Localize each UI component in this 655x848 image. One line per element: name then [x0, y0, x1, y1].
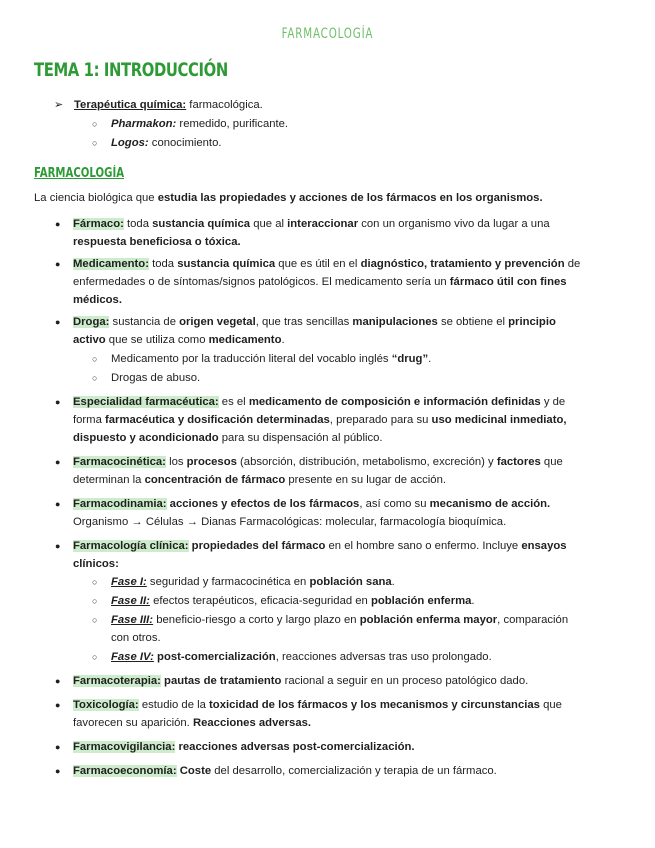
bullet-icon: ● [55, 700, 61, 710]
item-clinica: Farmacología clínica: propiedades del fármaco en el hombre sano o enfermo. Incluye ensayos [73, 540, 567, 552]
circle-bullet-icon: ○ [92, 373, 98, 383]
intro-sub-pharmakon: Pharmakon: remedido, purificante. [111, 118, 289, 130]
item-farmacoterapia: Farmacoterapia: pautas de tratamiento racional a seguir en un proceso patológico dado. [73, 675, 529, 687]
item-droga-sub1: Medicamento por la traducción literal del vocablo inglés “drug”. [111, 353, 432, 365]
item-droga: Droga: sustancia de origen vegetal, que tras sencillas manipulaciones se obtiene el principio [73, 316, 556, 328]
item-especialidad-line3: dispuesto y acondicionado para su dispensación al público. [73, 432, 383, 444]
item-farmacovigilancia: Farmacovigilancia: reacciones adversas post-comercialización. [73, 741, 415, 753]
bullet-icon: ● [55, 676, 61, 686]
item-droga-sub2: Drogas de abuso. [111, 372, 201, 384]
section-title: FARMACOLOGÍA [34, 166, 125, 181]
item-medicamento: Medicamento: toda sustancia química que es útil en el diagnóstico, tratamiento y prevención de [73, 258, 581, 270]
item-medicamento-line2: enfermedades o de síntomas/signos patológicos. El medicamento sería un fármaco útil con fines [73, 276, 567, 288]
item-farmacoeconomia: Farmacoeconomía: Coste del desarrollo, comercialización y terapia de un fármaco. [73, 765, 497, 777]
clinica-fase-3: Fase III: beneficio-riesgo a corto y largo plazo en población enferma mayor, comparación [111, 614, 569, 626]
item-farmacodinamia: Farmacodinamia: acciones y efectos de los fármacos, así como su mecanismo de acción. [73, 498, 551, 510]
item-farmaco-line2: respuesta beneficiosa o tóxica. [73, 236, 241, 248]
bullet-icon: ● [55, 317, 61, 327]
item-farmaco: Fármaco: toda sustancia química que al interaccionar con un organismo vivo da lugar a una [73, 218, 550, 230]
bullet-icon: ● [55, 457, 61, 467]
clinica-fase-1: Fase I: seguridad y farmacocinética en población sana. [111, 576, 395, 588]
item-toxicologia-line2: favorecen su aparición. Reacciones adversas. [73, 717, 312, 729]
item-toxicologia: Toxicología: estudio de la toxicidad de los fármacos y los mecanismos y circunstancias que [73, 699, 562, 711]
intro-sub-logos: Logos: conocimiento. [111, 137, 222, 149]
bullet-icon: ● [55, 742, 61, 752]
item-medicamento-line3: médicos. [73, 294, 122, 306]
circle-bullet-icon: ○ [92, 354, 98, 364]
bullet-icon: ● [55, 397, 61, 407]
item-especialidad-line2: forma farmacéutica y dosificación determinadas, preparado para su uso medicinal inmediato, [73, 414, 567, 426]
definition-text: La ciencia biológica que estudia las propiedades y acciones de los fármacos en los organismos. [34, 192, 543, 204]
item-farmacocinetica: Farmacocinética: los procesos (absorción, distribución, metabolismo, excreción) y factores que [73, 456, 563, 468]
clinica-fase-4: Fase IV: post-comercialización, reacciones adversas tras uso prolongado. [111, 651, 492, 663]
circle-bullet-icon: ○ [92, 652, 98, 662]
item-farmacodinamia-line2: Organismo → Células → Dianas Farmacológicas: molecular, farmacología bioquímica. [73, 516, 507, 528]
page-header-title: FARMACOLOGÍA [281, 26, 374, 42]
item-farmacocinetica-line2: determinan la concentración de fármaco presente en su lugar de acción. [73, 474, 447, 486]
circle-bullet-icon: ○ [92, 577, 98, 587]
circle-bullet-icon: ○ [92, 596, 98, 606]
bullet-icon: ● [55, 219, 61, 229]
item-clinica-line2: clínicos: [73, 558, 119, 570]
clinica-fase-3-line2: con otros. [111, 632, 161, 644]
topic-title: TEMA 1: INTRODUCCIÓN [34, 59, 228, 81]
bullet-icon: ● [55, 541, 61, 551]
bullet-icon: ● [55, 766, 61, 776]
circle-bullet-icon: ○ [92, 615, 98, 625]
circle-bullet-icon: ○ [92, 138, 98, 148]
arrow-bullet-icon: ➢ [54, 99, 64, 111]
item-especialidad: Especialidad farmacéutica: es el medicamento de composición e información definidas y de [73, 396, 566, 408]
clinica-fase-2: Fase II: efectos terapéuticos, eficacia-seguridad en población enferma. [111, 595, 475, 607]
intro-item: Terapéutica química: farmacológica. [74, 99, 263, 111]
bullet-icon: ● [55, 259, 61, 269]
bullet-icon: ● [55, 499, 61, 509]
circle-bullet-icon: ○ [92, 119, 98, 129]
item-droga-line2: activo que se utiliza como medicamento. [73, 334, 285, 346]
